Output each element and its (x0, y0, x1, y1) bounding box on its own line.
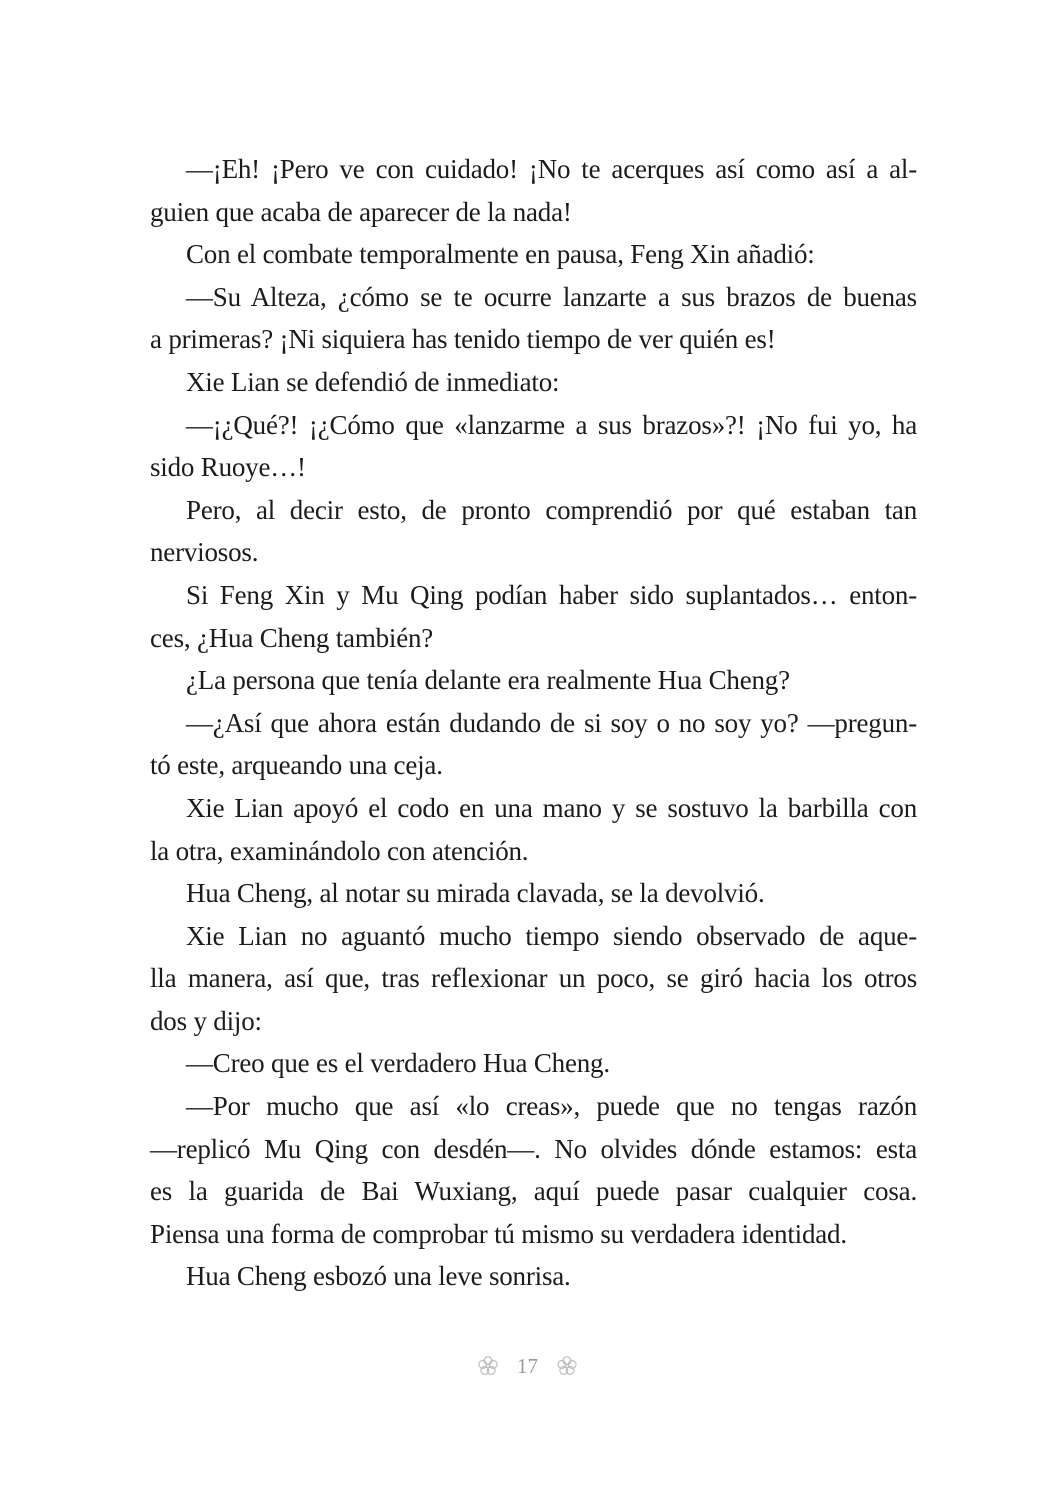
text-line: Hua Cheng, al notar su mirada clavada, se la devolvió. (186, 878, 765, 909)
text-line: —Por mucho que así «lo creas», puede que no tengas razón (186, 1091, 917, 1122)
text-line: es la guarida de Bai Wuxiang, aquí puede pasar cualquier cosa. (150, 1176, 917, 1207)
text-line: Con el combate temporalmente en pausa, Feng Xin añadió: (186, 239, 815, 270)
text-line: guien que acaba de aparecer de la nada! (150, 196, 572, 227)
text-line: la otra, examinándolo con atención. (150, 835, 529, 866)
plum-blossom-icon (556, 1355, 578, 1377)
text-line: lla manera, así que, tras reflexionar un poco, se giró hacia los otros (150, 963, 917, 994)
text-line: Pero, al decir esto, de pronto comprendió por qué estaban tan (186, 494, 917, 525)
text-line: Xie Lian se defendió de inmediato: (186, 366, 560, 397)
text-line: Hua Cheng esbozó una leve sonrisa. (186, 1261, 571, 1292)
page-footer (0, 1350, 1055, 1382)
text-line: —¡Eh! ¡Pero ve con cuidado! ¡No te acerques así como así a al- (186, 154, 917, 184)
text-line: —¿Así que ahora están dudando de si soy o no soy yo? —pregun- (186, 707, 917, 738)
text-line: Xie Lian no aguantó mucho tiempo siendo observado de aque- (186, 920, 917, 951)
text-line: —Su Alteza, ¿cómo se te ocurre lanzarte a sus brazos de buenas (186, 281, 917, 312)
text-line: sido Ruoye…! (150, 452, 306, 483)
text-line: nerviosos. (150, 537, 259, 568)
plum-blossom-icon (477, 1355, 499, 1377)
text-line: ces, ¿Hua Cheng también? (150, 622, 434, 653)
text-line: tó este, arqueando una ceja. (150, 750, 443, 781)
text-line: —Creo que es el verdadero Hua Cheng. (186, 1048, 610, 1079)
page-number: 17 (517, 1353, 538, 1378)
text-line: dos y dijo: (150, 1005, 262, 1036)
text-line: Si Feng Xin y Mu Qing podían haber sido suplantados… enton- (186, 579, 917, 610)
text-line: a primeras? ¡Ni siquiera has tenido tiempo de ver quién es! (150, 324, 776, 355)
text-line: —¡¿Qué?! ¡¿Cómo que «lanzarme a sus brazos»?! ¡No fui yo, ha (186, 409, 917, 440)
text-line: —replicó Mu Qing con desdén—. No olvides dónde estamos: esta (150, 1133, 917, 1164)
text-line: ¿La persona que tenía delante era realmente Hua Cheng? (186, 665, 790, 696)
text-line: Piensa una forma de comprobar tú mismo su verdadera identidad. (150, 1218, 847, 1249)
body-text (150, 148, 917, 1298)
text-line: Xie Lian apoyó el codo en una mano y se sostuvo la barbilla con (186, 792, 917, 823)
